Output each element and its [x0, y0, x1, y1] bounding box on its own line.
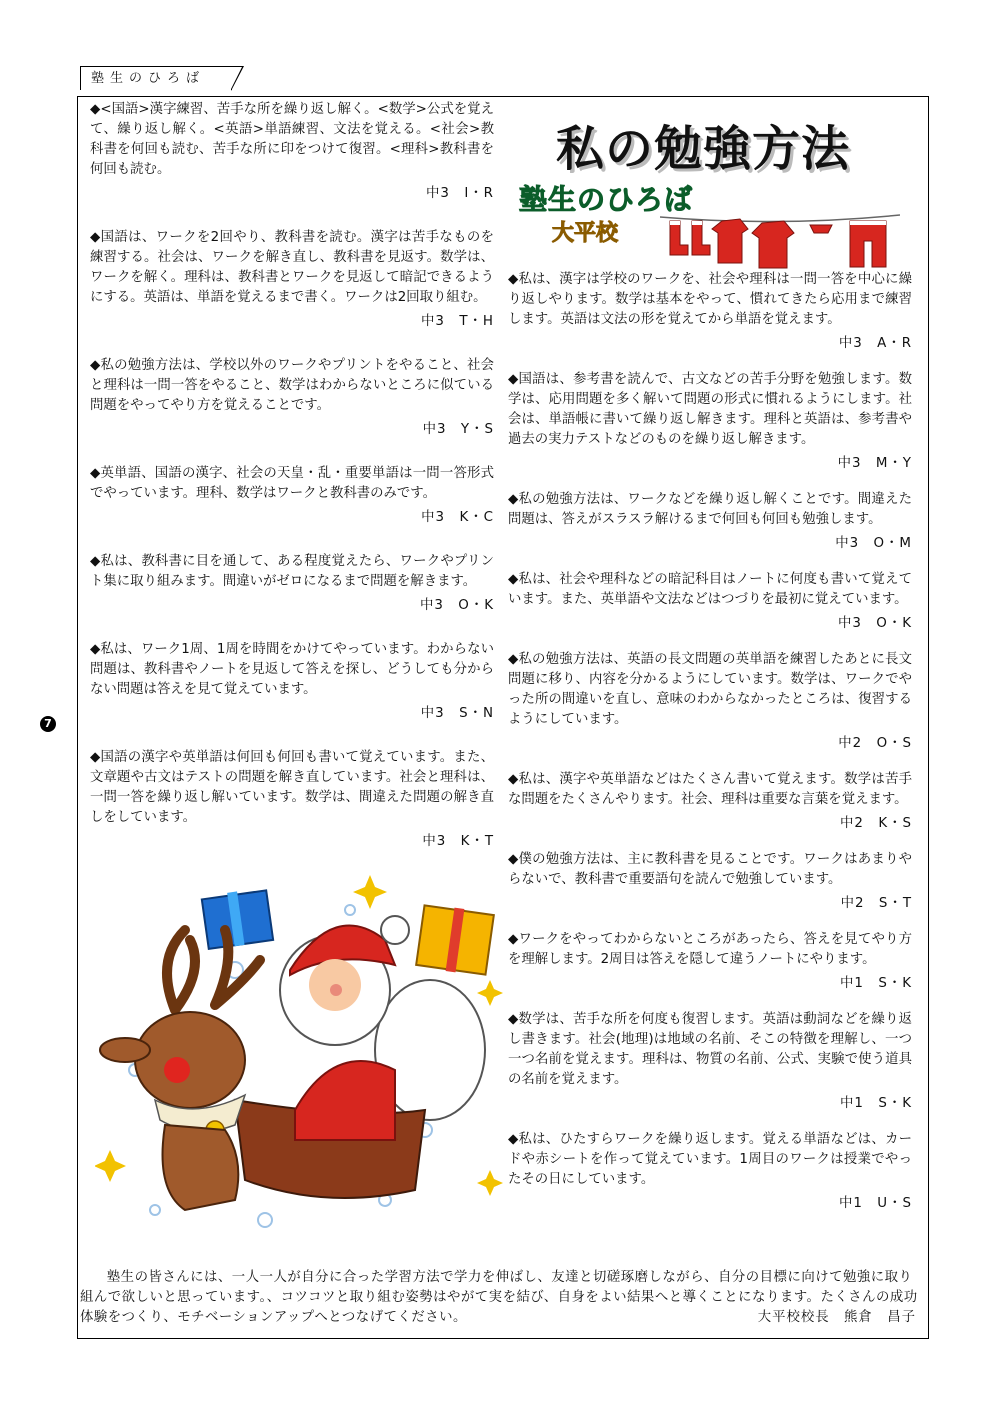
- list-item: ◆国語は、ワークを2回やり、教科書を読む。漢字は苦手なものを練習する。社会は、ワークを解き直し、教科書を見返す。数学は、ワークを解く。理科は、教科書とワークを見返して暗記できるようにする。英語は、単語を覚えるまで書く。ワークは2回取り組む。 中3 T・H: [90, 230, 494, 329]
- list-item: ◆数学は、苦手な所を何度も復習します。英語は動詞などを繰り返し書きます。社会(地理)は地域の名前、そこの特徴を理解し、一つ一つ名前を覚えます。理科は、物質の名前、公式、実験で使う道具の名前を覚えます。 中1 S・K: [508, 1012, 912, 1111]
- list-item: ◆私は、ワーク1周、1周を時間をかけてやっています。わからない問題は、教科書やノートを見返して答えを探し、どうしても分からない問題は答えを見て覚えています。 中3 S・N: [90, 642, 494, 721]
- list-item: ◆私の勉強方法は、ワークなどを繰り返し解くことです。間違えた問題は、答えがスラスラ解けるまで何回も何回も勉強します。 中3 O・M: [508, 492, 912, 551]
- message-text: 塾生の皆さんには、一人一人が自分に合った学習方法で学力を伸ばし、友達と切磋琢磨しながら、自分の目標に向けて勉強に取り組んで欲しいと思っています。、コツコツと取り組む姿勢はやがて実を結び、自身をよい結果へと導くことになります。たくさんの成功体験をつくり、モチベーションアップへとつなげてください。: [80, 1270, 918, 1325]
- list-item: ◆私の勉強方法は、英語の長文問題の英単語を練習したあとに長文問題に移り、内容を分かるようにしています。数学は、ワークでやった所の間違いを直し、意味のわからなかったところは、復習するようにしています。 中2 O・S: [508, 652, 912, 751]
- section-tab-label: 塾生のひろば: [91, 71, 206, 86]
- section-tab: [80, 66, 232, 90]
- list-item: ◆私は、漢字や英単語などはたくさん書いて覚えます。数学は苦手な問題をたくさんやります。社会、理科は重要な言葉を覚えます。 中2 K・S: [508, 772, 912, 831]
- list-item: ◆ワークをやってわからないところがあったら、答えを見てやり方を理解します。2周目は答えを隠して違うノートにやります。 中1 S・K: [508, 932, 912, 991]
- list-item: ◆<国語>漢字練習、苦手な所を繰り返し解く。<数学>公式を覚えて、繰り返し解く。<英語>単語練習、文法を覚える。<社会>教科書を何回も読む、苦手な所に印をつけて復習。<理科>教科書を何回も読む。 中3 I・R: [90, 102, 494, 201]
- list-item: ◆国語は、参考書を読んで、古文などの苦手分野を勉強します。数学は、応用問題を多く解いて問題の形式に慣れるようにします。社会は、単語帳に書いて繰り返し解きます。理科と英語は、参考書や過去の実力テストなどのものを繰り返し解きます。 中3 M・Y: [508, 372, 912, 471]
- signature: 大平校校長 熊倉 昌子: [757, 1310, 916, 1325]
- list-item: ◆私は、社会や理科などの暗記科目はノートに何度も書いて覚えています。また、英単語や文法などはつづりを最初に覚えています。 中3 O・K: [508, 572, 912, 631]
- laundry-line-illustration: [660, 205, 900, 270]
- left-column: [90, 100, 494, 864]
- subtitle-hiroba: 塾生のひろば: [519, 183, 694, 216]
- list-item: ◆英単語、国語の漢字、社会の天皇・乱・重要単語は一問一答形式でやっています。理科、数学はワークと教科書のみです。 中3 K・C: [90, 466, 494, 525]
- list-item: ◆私は、漢字は学校のワークを、社会や理科は一問一答を中心に繰り返しやります。数学は基本をやって、慣れてきたら応用まで練習します。英語は文法の形を覚えてから単語を覚えます。 中3 A・R: [508, 272, 912, 351]
- list-item: ◆国語の漢字や英単語は何回も何回も書いて覚えています。また、文章題や古文はテストの問題を解き直しています。社会と理科は、一問一答を繰り返し解いています。数学は、間違えた問題の解き直しをしています。 中3 K・T: [90, 750, 494, 849]
- list-item: ◆僕の勉強方法は、主に教科書を見ることです。ワークはあまりやらないで、教科書で重要語句を読んで勉強しています。 中2 S・T: [508, 852, 912, 911]
- subtitle-school: 大平校: [552, 221, 619, 246]
- right-column: [508, 270, 912, 1226]
- page-title: 私の勉強方法: [556, 121, 851, 177]
- principal-message: [80, 1268, 926, 1328]
- list-item: ◆私は、ひたすらワークを繰り返します。覚える単語などは、カードや赤シートを作って覚えています。1周目のワークは授業でやったその日にしています。 中1 U・S: [508, 1132, 912, 1211]
- list-item: ◆私の勉強方法は、学校以外のワークやプリントをやること、社会と理科は一問一答をやること、数学はわからないところに似ている問題をやってやり方を覚えることです。 中3 Y・S: [90, 358, 494, 437]
- santa-reindeer-illustration: [95, 870, 505, 1250]
- list-item: ◆私は、教科書に目を通して、ある程度覚えたら、ワークやプリント集に取り組みます。間違いがゼロになるまで問題を解きます。 中3 O・K: [90, 554, 494, 613]
- page-number: 7: [40, 716, 56, 732]
